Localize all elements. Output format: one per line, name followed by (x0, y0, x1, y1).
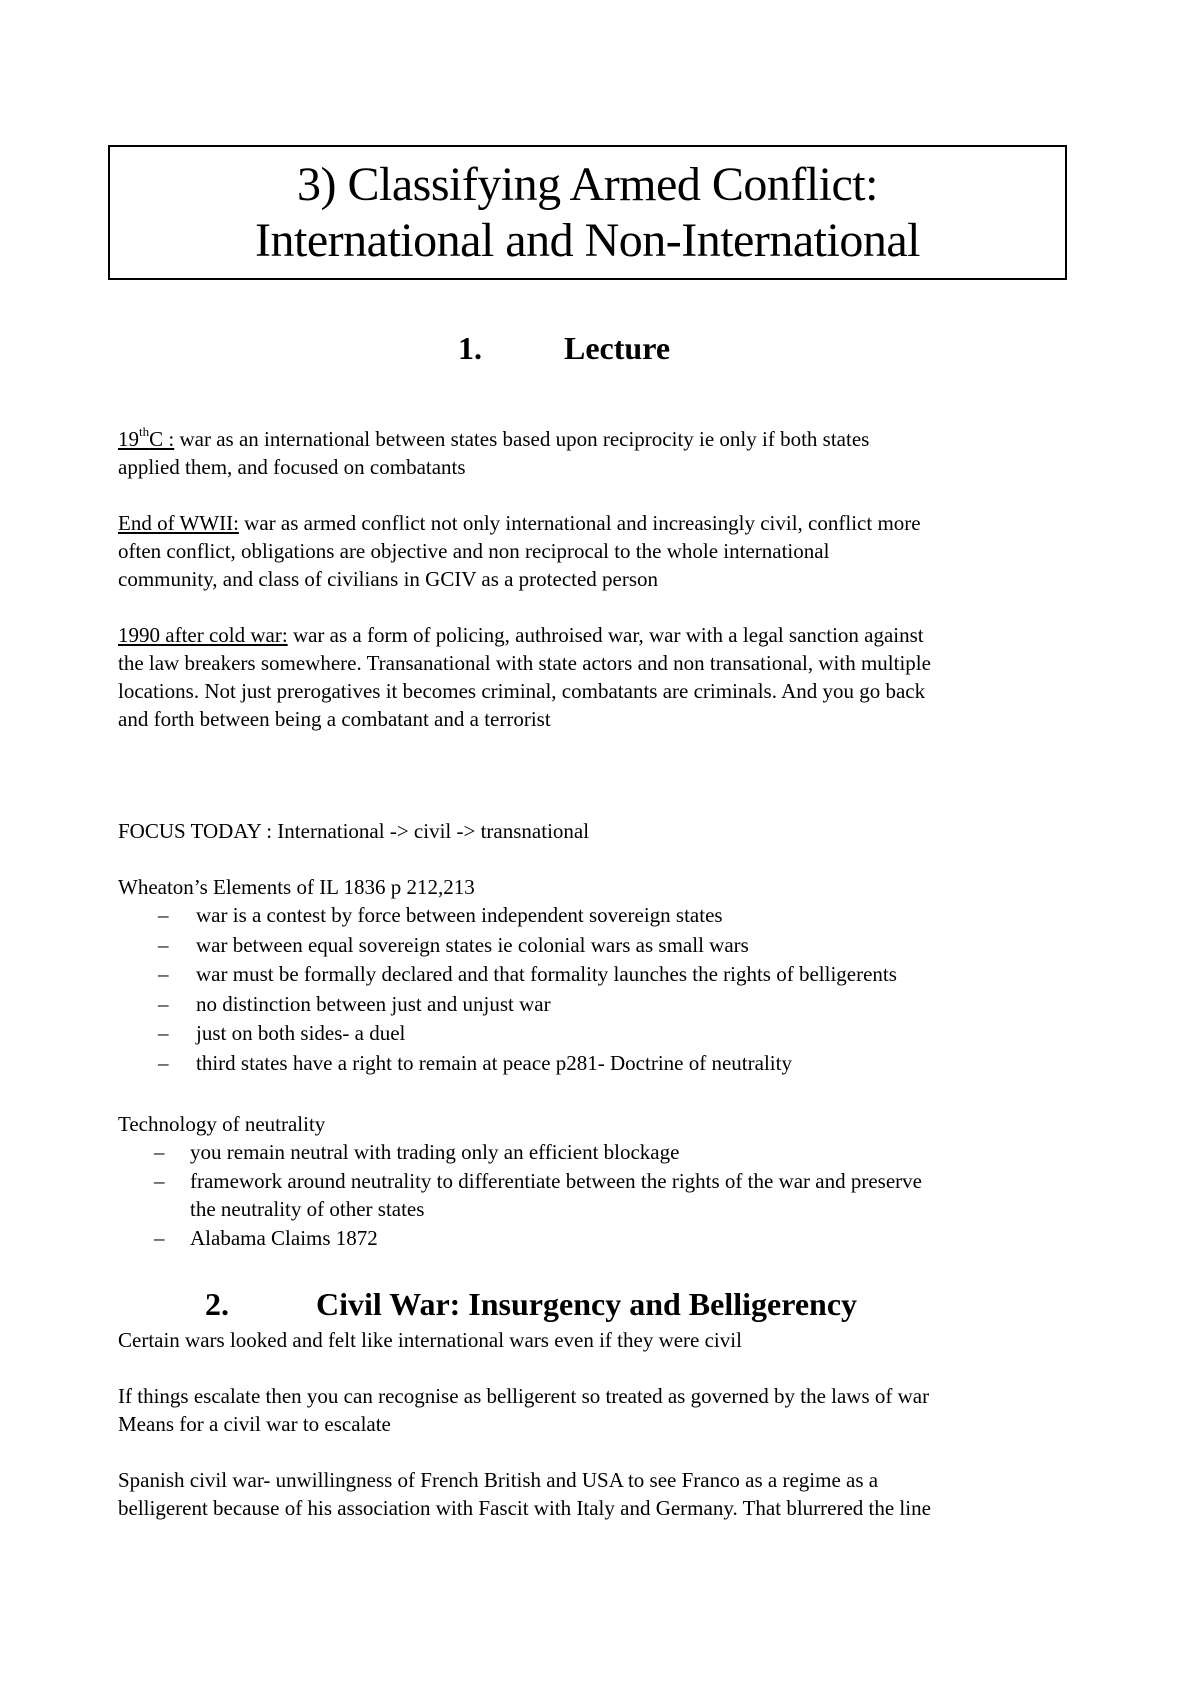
title-line-1: 3) Classifying Armed Conflict: (297, 157, 878, 211)
list-item: – Alabama Claims 1872 (154, 1225, 378, 1250)
list-item: – war between equal sovereign states ie colonial wars as small wars (158, 932, 749, 957)
label-end-of-wwii: End of WWII: (118, 511, 239, 535)
label-19th-century: 19thC : (118, 424, 175, 451)
section-1-title: Lecture (564, 330, 671, 366)
section-2-number: 2. (205, 1286, 229, 1322)
neutrality-intro: Technology of neutrality (118, 1112, 326, 1136)
title-box (108, 145, 1067, 280)
neutrality-list (154, 1138, 922, 1252)
list-item: – framework around neutrality to differentiate between the rights of the war and preserve the neutrality of other states (154, 1168, 922, 1221)
section-2-title: Civil War: Insurgency and Belligerency (316, 1286, 858, 1322)
title-line-2: International and Non-International (255, 213, 920, 267)
wheaton-list (158, 901, 897, 1078)
paragraph-escalate: If things escalate then you can recognise as belligerent so treated as governed by the laws of war Means for a civil war to escalate (118, 1384, 930, 1436)
paragraph-19th-century: 19thC : war as an international between states based upon reciprocity ie only if both states applied them, and focused on combatants (118, 424, 870, 479)
paragraph-certain-wars: Certain wars looked and felt like international wars even if they were civil (118, 1328, 742, 1352)
paragraph-end-of-wwii: End of WWII: war as armed conflict not only international and increasingly civil, conflict more often conflict, obligations are objective and non reciprocal to the whole international community, and class of civilians in GCIV as a protected person (118, 511, 921, 591)
paragraph-1990: 1990 after cold war: war as a form of policing, authroised war, war with a legal sanction against the law breakers somewhere. Transanational with state actors and non transational, with multiple locations. Not just prerogatives it becomes criminal, combatants are criminals. And you go back and forth between being a combatant and a terrorist (118, 623, 931, 731)
list-item: – no distinction between just and unjust war (158, 991, 551, 1016)
section-1-number: 1. (458, 330, 482, 366)
list-item: – you remain neutral with trading only an efficient blockage (154, 1140, 680, 1164)
label-1990: 1990 after cold war: (118, 623, 288, 647)
list-item: – just on both sides- a duel (158, 1021, 406, 1045)
paragraph-spanish-civil-war: Spanish civil war- unwillingness of French British and USA to see Franco as a regime as a belligerent because of his association with Fascit with Italy and Germany. That blurrered the line (118, 1468, 931, 1520)
wheaton-intro: Wheaton’s Elements of IL 1836 p 212,213 (118, 875, 475, 899)
list-item: – war must be formally declared and that formality launches the rights of belligerents (158, 962, 897, 986)
list-item: – third states have a right to remain at peace p281- Doctrine of neutrality (158, 1050, 792, 1075)
list-item: – war is a contest by force between independent sovereign states (158, 903, 723, 927)
focus-today: FOCUS TODAY : International -> civil -> transnational (118, 819, 590, 843)
